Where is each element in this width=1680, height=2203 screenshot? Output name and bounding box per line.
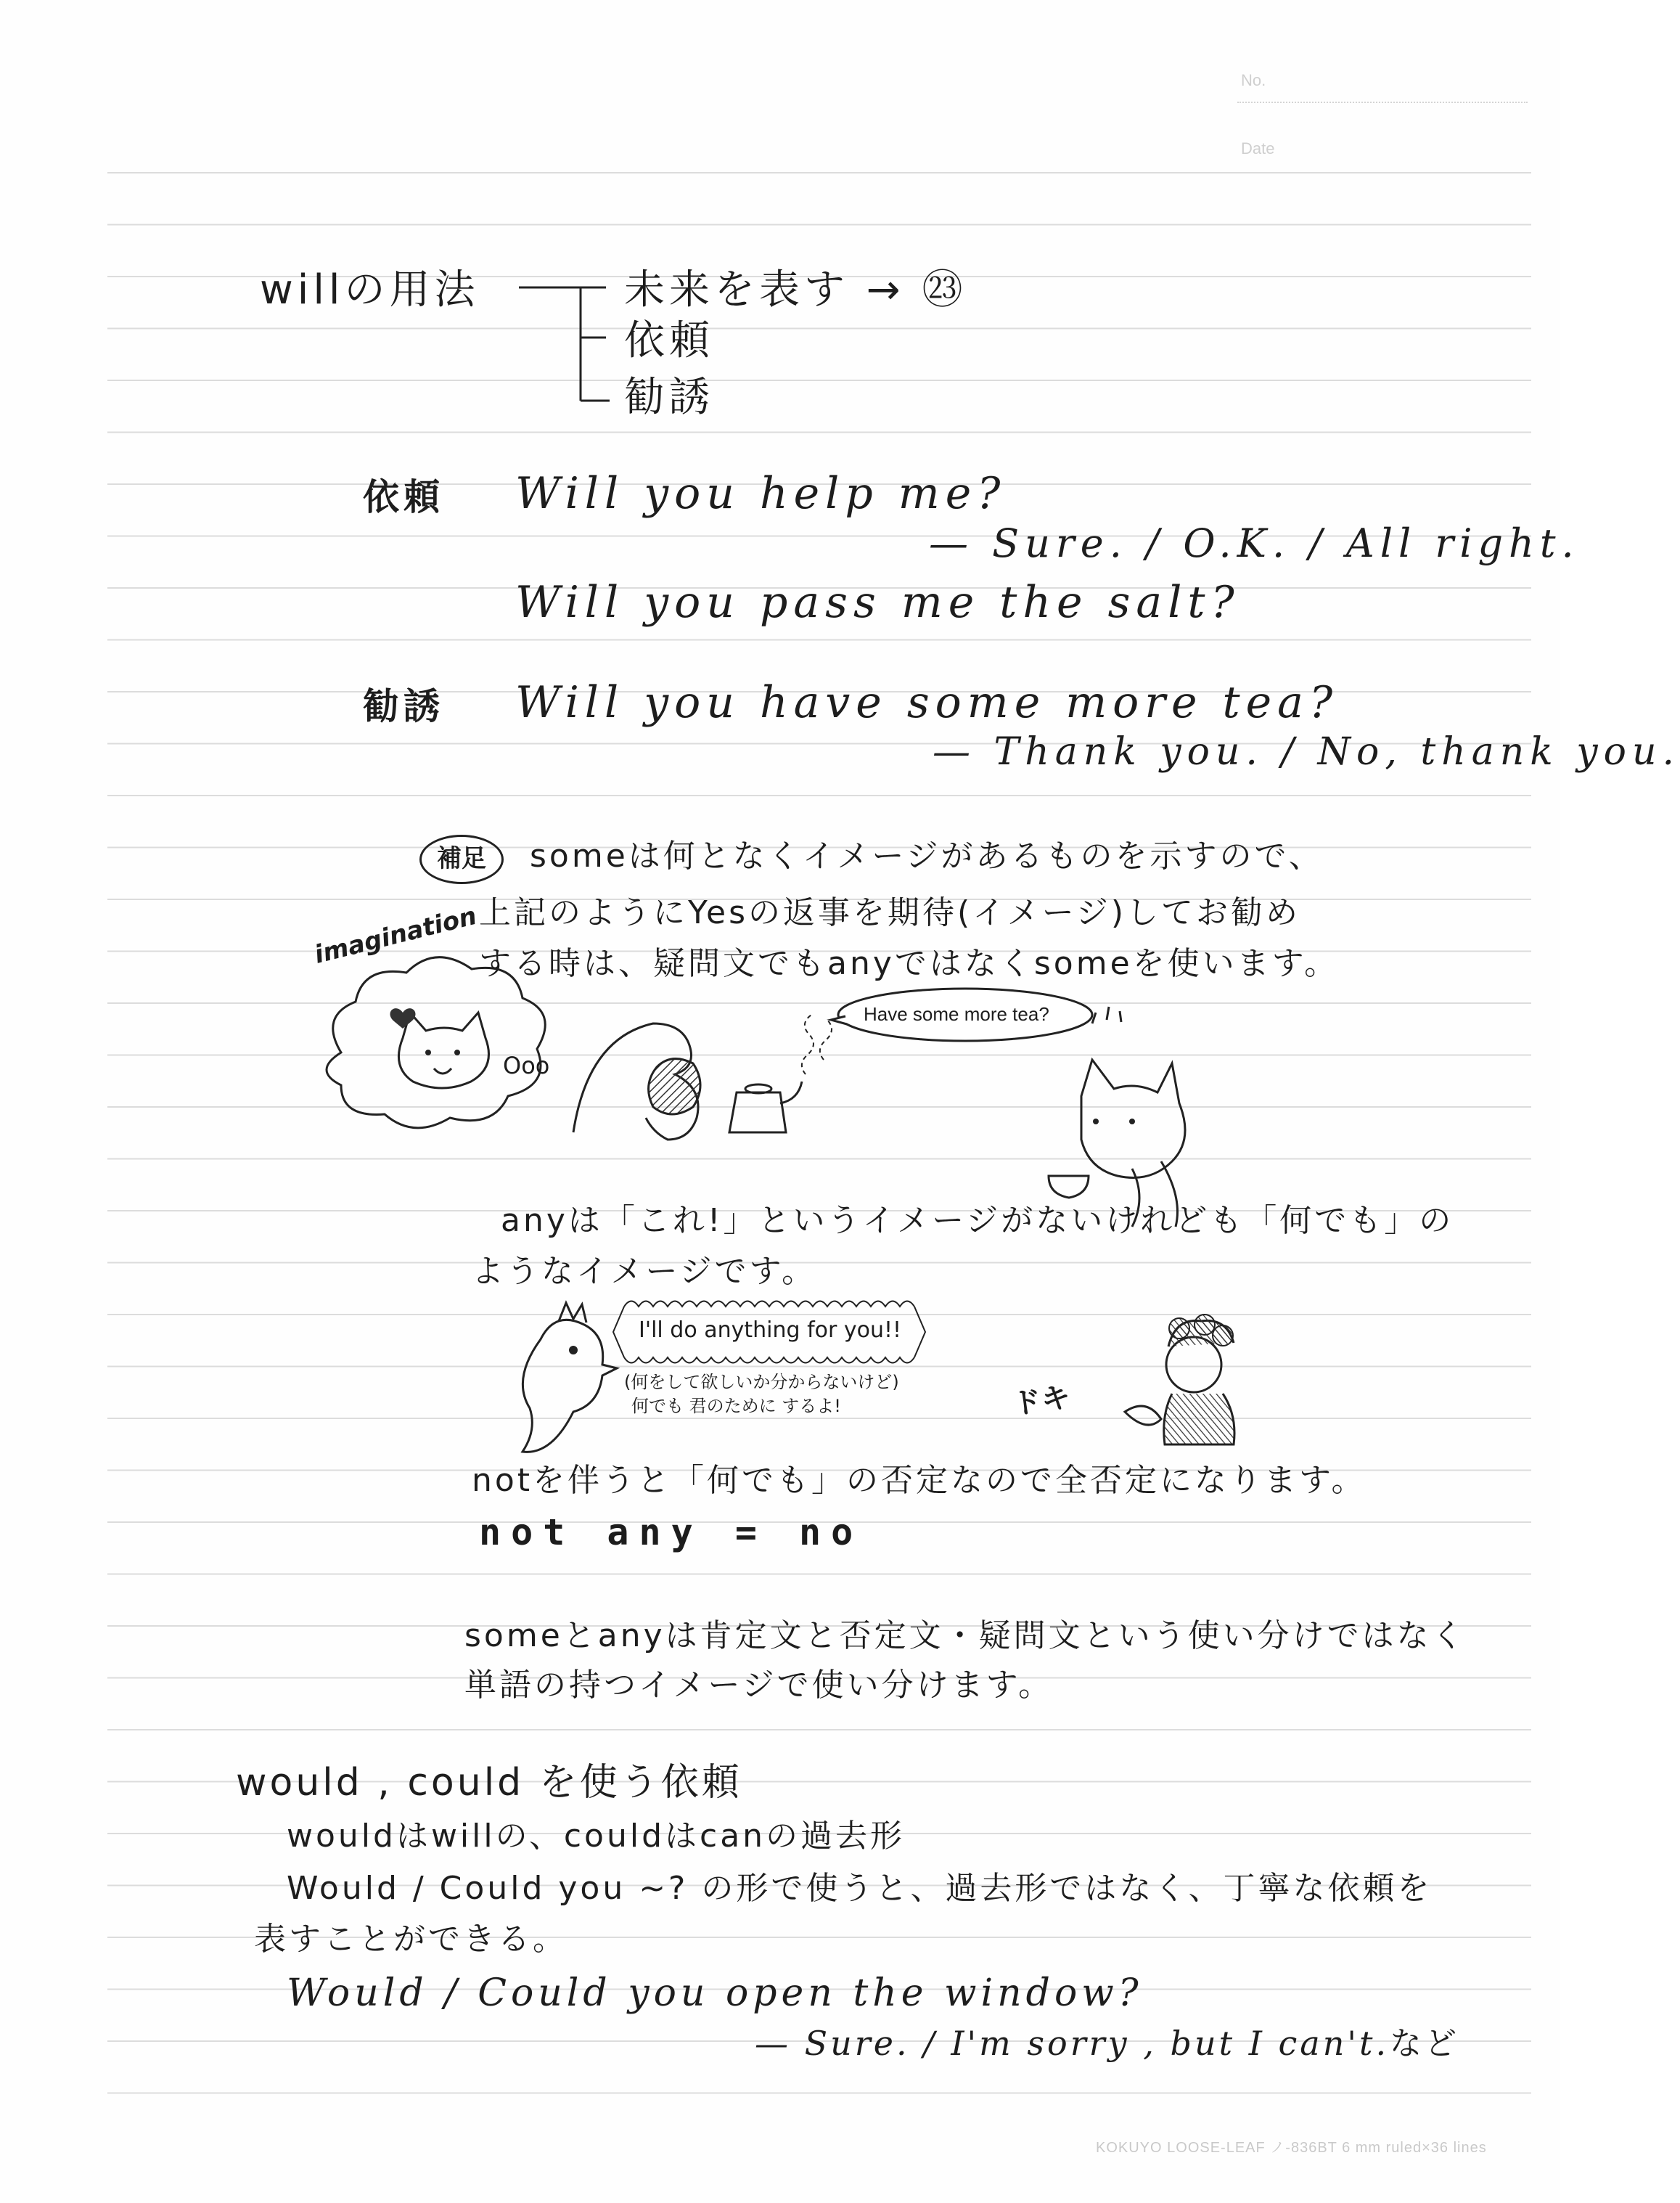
- anything-shout: I'll do anything for you!!: [639, 1317, 902, 1343]
- would-example-a: — Sure. / I'm sorry , but I can't.: [755, 2024, 1390, 2063]
- not-any-formula: not any = no: [479, 1511, 864, 1553]
- would-etc: など: [1390, 2025, 1459, 2062]
- tree-root: willの用法: [260, 266, 480, 314]
- invite-label: 勧誘: [363, 685, 444, 727]
- ooo-text: Ooo: [503, 1052, 550, 1079]
- invite-q1: Will you have some more tea?: [515, 677, 1339, 728]
- not-note-line1: notを伴うと「何でも」の否定なので全否定になります。: [472, 1462, 1366, 1499]
- tree-branch-future: 未来を表す → ㉓: [624, 266, 967, 314]
- usage-note-line1: someとanyは肯定文と否定文・疑問文という使い分けではなく: [464, 1617, 1467, 1654]
- request-q1: Will you help me?: [515, 468, 1007, 519]
- would-section-title: would , could を使う依頼: [236, 1761, 742, 1805]
- would-example-q: Would / Could you open the window?: [287, 1971, 1143, 2015]
- imagination-label: imagination: [311, 901, 480, 970]
- would-line2: Would / Could you ~? の形で使うと、過去形ではなく、丁寧な依頼を: [287, 1870, 1433, 1907]
- anything-sub1: (何をして欲しいか分からないけど): [624, 1372, 899, 1392]
- supplement-line3: する時は、疑問文でもanyではなくsomeを使います。: [479, 945, 1340, 982]
- supplement-line1: someは何となくイメージがあるものを示すので、: [530, 838, 1324, 875]
- would-line1: wouldはwillの、couldはcanの過去形: [287, 1818, 906, 1855]
- would-line3: 表すことができる。: [254, 1921, 567, 1958]
- invite-a1: — Thank you. / No, thank you.: [933, 730, 1680, 774]
- tree-branch-invite: 勧誘: [624, 374, 714, 421]
- usage-note-line2: 単語の持つイメージで使い分けます。: [464, 1667, 1054, 1704]
- supplement-badge: 補足: [419, 835, 504, 884]
- any-note-line1: anyは「これ!」というイメージがないけれども「何でも」の: [501, 1202, 1454, 1239]
- tea-speech-bubble: Have some more tea?: [864, 1003, 1049, 1025]
- heartbeat-sfx: ドキ: [1010, 1380, 1073, 1422]
- request-a1: — Sure. / O.K. / All right.: [929, 520, 1580, 566]
- header-date-label: Date: [1241, 139, 1275, 158]
- footer-brand: KOKUYO LOOSE-LEAF ノ-836BT 6 mm ruled×36 lines: [1096, 2140, 1487, 2156]
- any-note-line2: ようなイメージです。: [472, 1253, 817, 1290]
- header-no-label: No.: [1241, 71, 1266, 89]
- supplement-line2: 上記のようにYesの返事を期待(イメージ)してお勧め: [479, 894, 1301, 931]
- request-label: 依頼: [363, 476, 444, 518]
- anything-sub2: 何でも 君のために するよ!: [631, 1396, 841, 1416]
- request-q2: Will you pass me the salt?: [515, 577, 1240, 628]
- tree-branch-request: 依頼: [624, 317, 714, 364]
